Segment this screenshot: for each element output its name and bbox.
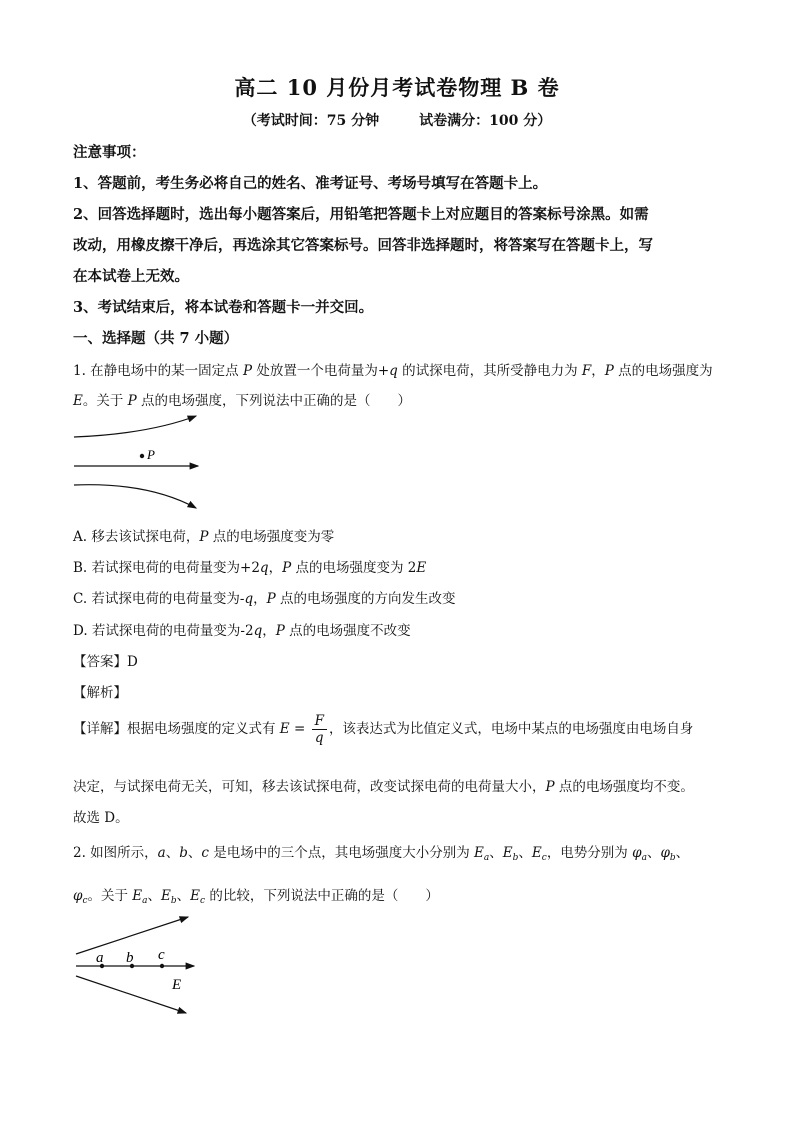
q2-stem-line2: $\varphi_c$。关于 $E_a$、$E_b$、$E_c$ 的比较，下列说法中正确的是（ ） [73,888,439,906]
section-heading: 一、选择题（共 7 小题） [73,330,239,347]
q1-detail-line2: 决定，与试探电荷无关，可知，移去该试探电荷，改变试探电荷的电荷量大小，P 点的电场强度均不变。 [73,779,694,795]
notes-heading: 注意事项： [73,144,146,161]
q2-point-c-label: c [158,947,165,963]
q2-point-a-label: a [96,950,104,966]
q2-field-e-label: E [172,977,182,993]
q2-field-lines-figure [70,912,210,1022]
q1-option-a: A. 移去该试探电荷，P 点的电场强度变为零 [73,529,335,545]
q1-option-d: D. 若试探电荷的电荷量变为-2q，P 点的电场强度不改变 [73,623,411,639]
q1-option-c: C. 若试探电荷的电荷量变为-q，P 点的电场强度的方向发生改变 [73,591,456,607]
page-title: 高二 10 月份月考试卷物理 B 卷 [234,75,560,100]
q1-stem-line1: 1. 在静电场中的某一固定点 P 处放置一个电荷量为+q 的试探电荷，其所受静电力为 F，P 点的电场强度为 [73,363,713,379]
q2-stem-line1: 2. 如图所示，a、b、c 是电场中的三个点，其电场强度大小分别为 $E_a$、$E_b$、$E_c$，电势分别为 $\varphi_a$、$\varphi_b$、 [73,845,690,863]
q1-answer: 【答案】D [73,654,138,670]
note-item-2-end: 在本试卷上无效。 [73,268,189,285]
q1-detail-line3: 故选 D。 [73,810,129,826]
note-item-1: 1、答题前，考生务必将自己的姓名、准考证号、考场号填写在答题卡上。 [73,175,548,192]
q1-field-lines-figure [68,410,208,520]
q1-analysis-heading: 【解析】 [73,685,127,701]
q1-point-p-label: P [147,447,155,462]
exam-info [0,110,794,130]
q1-detail-line1: 【详解】根据电场强度的定义式有 E = $\frac{F}{q}$ ，该表达式为比值定义式，电场中某点的电场强度由电场自身 [73,713,694,746]
exam-time: （考试时间：75 分钟 [242,113,380,129]
note-item-3: 3、考试结束后，将本试卷和答题卡一并交回。 [73,299,374,316]
full-score: 试卷满分：100 分） [419,113,552,129]
q1-option-b: B. 若试探电荷的电荷量变为+2q，P 点的电场强度变为 2E [73,560,427,576]
q2-point-b-label: b [126,950,134,966]
q1-stem-line2: E。关于 P 点的电场强度，下列说法中正确的是（ ） [73,393,412,409]
note-item-2-cont: 改动，用橡皮擦干净后，再选涂其它答案标号。回答非选择题时，将答案写在答题卡上，写 [73,237,653,254]
definition-fraction: $\frac{F}{q}$ [312,713,327,746]
note-item-2: 2、回答选择题时，选出每小题答案后，用铅笔把答题卡上对应题目的答案标号涂黑。如需 [73,206,649,223]
